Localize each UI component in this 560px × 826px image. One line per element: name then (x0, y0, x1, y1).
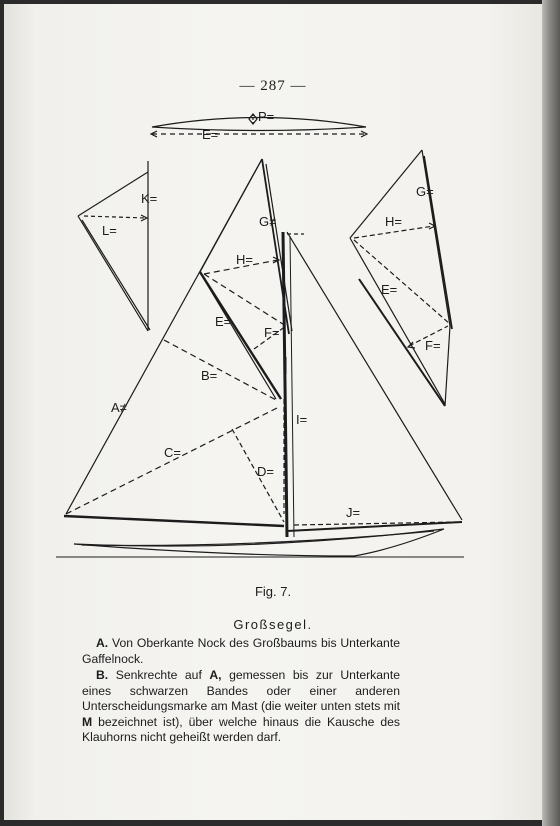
paragraph-a-lead: A. (96, 636, 109, 650)
label-e-top: E= (202, 127, 219, 142)
paragraph-b-text-2: gemessen bis zur Unterkante eines schwarzen Bandes oder einer anderen Unterscheidungsmarke am Mast (die weiter unten stets mit (82, 668, 400, 713)
paragraph-b-ref-m: M (82, 714, 93, 729)
label-h-right: H= (385, 214, 402, 229)
sail-measurement-figure (4, 4, 542, 579)
paragraph-b-lead: B. (96, 668, 109, 682)
jib-leech (287, 232, 462, 520)
label-e-right: E= (381, 282, 398, 297)
label-i: I= (296, 412, 308, 427)
label-e: E= (215, 314, 232, 329)
label-g-right: G= (416, 184, 434, 199)
label-c: C= (164, 445, 181, 460)
label-b: B= (201, 368, 218, 383)
label-p: P= (258, 109, 275, 124)
label-j: J= (346, 505, 361, 520)
figure-caption: Fig. 7. (254, 584, 292, 599)
page-edge-shadow (542, 0, 560, 826)
paragraph-a-text: Von Oberkante Nock des Großbaums bis Unterkante Gaffelnock. (82, 636, 400, 666)
label-a: A≠ (111, 400, 127, 415)
paragraph-b (82, 668, 400, 746)
label-f: F= (264, 325, 280, 340)
label-h: H= (236, 252, 253, 267)
label-g: G≠ (259, 214, 277, 229)
topsail-head (78, 172, 148, 216)
book-page (4, 4, 542, 820)
topmast (262, 159, 289, 334)
paragraph-a (82, 636, 400, 667)
main-boom (64, 516, 284, 526)
label-k: K= (141, 191, 158, 206)
section-title: Großsegel. (233, 617, 313, 632)
label-l: L= (102, 223, 117, 238)
label-f-right: F= (425, 338, 441, 353)
paragraph-b-text-3: bezeichnet ist), über welche hinaus die Kausche des Klauhorns nicht geheißt werden darf. (82, 714, 400, 744)
paragraph-b-text-1: Senkrechte auf (108, 668, 210, 682)
paragraph-b-ref-a: A, (209, 668, 222, 682)
page-number: — 287 — (239, 78, 307, 94)
label-d: D= (257, 464, 274, 479)
gaff-topsail-luff (422, 150, 450, 326)
